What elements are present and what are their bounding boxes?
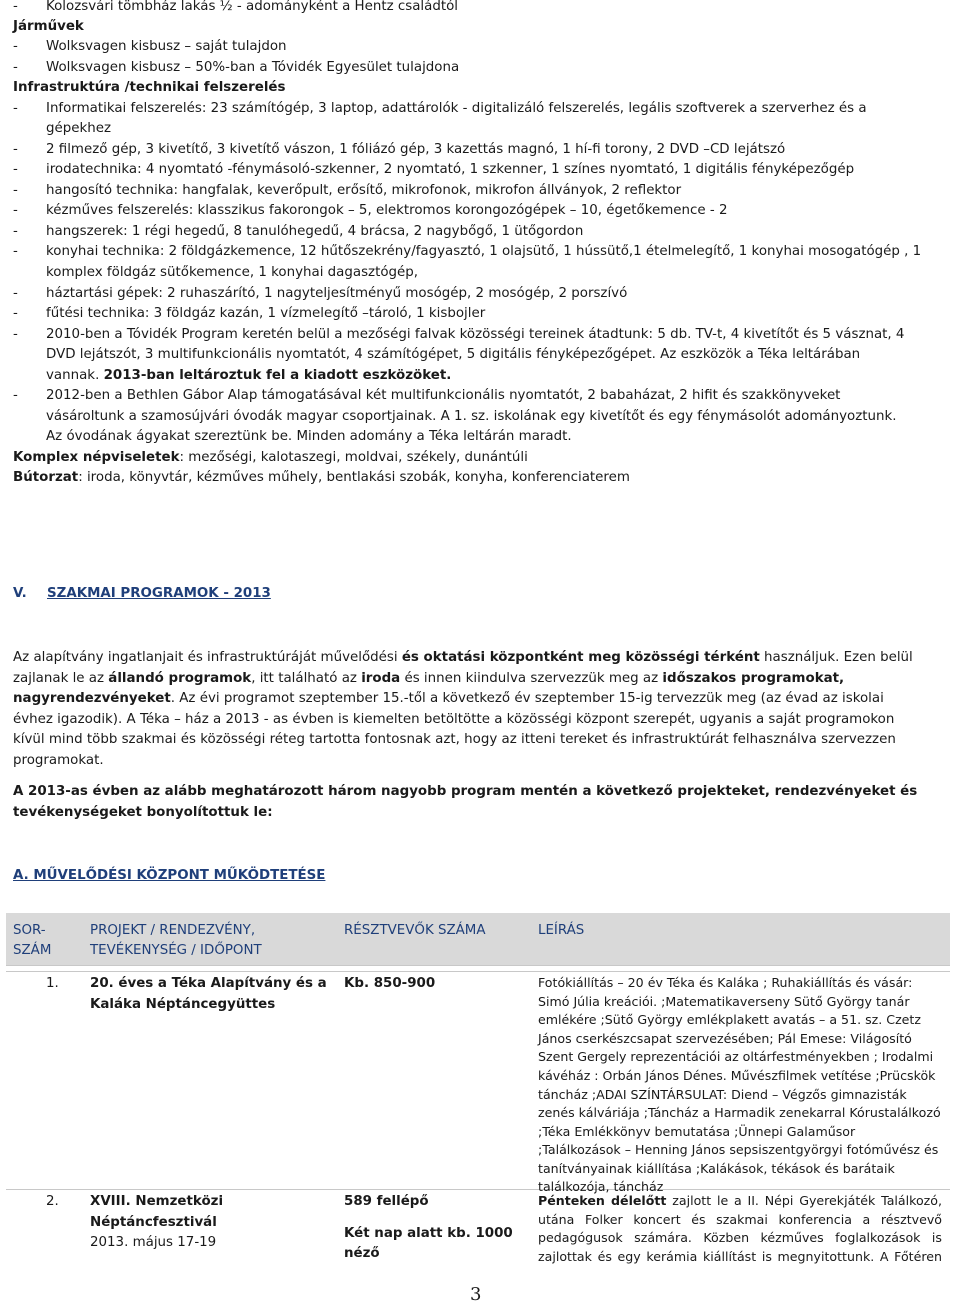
paragraph-line: tevékenységeket bonyolítottuk le: (13, 805, 273, 820)
header-num-l2: SZÁM (13, 943, 52, 958)
list-dash: - (13, 286, 18, 301)
row2-participants-l3: néző (344, 1246, 380, 1261)
divider (6, 1189, 950, 1190)
row1-desc-line: ;Találkozások – Henning János sepsiszentgyörgyi fotóművész és (538, 1142, 939, 1157)
text: használjuk. Ezen belül (759, 650, 913, 665)
list-item-cont: DVD lejátszót, 3 multifunkcionális nyomtatót, 4 számítógépet, 5 digitális fényképezőgépet. Az eszközök a Téka leltárában (46, 347, 861, 362)
row1-desc-line: tanítványainak kiállítása ;Kalákások, tékások és barátaik (538, 1161, 895, 1176)
list-item: Wolksvagen kisbusz – saját tulajdon (46, 39, 287, 54)
nepviselet-line (13, 448, 528, 468)
list-item: fűtési technika: 3 földgáz kazán, 1 vízmelegítő –tároló, 1 kisbojler (46, 306, 486, 321)
header-num-l1: SOR- (13, 923, 46, 938)
row2-desc-line: utána Folker koncert és szakmai konferencia a résztvevő (538, 1212, 942, 1227)
row2-project-l3: 2013. május 17-19 (90, 1235, 217, 1250)
list-item: hangszerek: 1 régi hegedű, 8 tanulóhegedű, 4 brácsa, 2 nagybőgő, 1 ütőgordon (46, 224, 584, 239)
row1-desc-line: Fotókiállítás – 20 év Téka és Kaláka ; Ruhakiállítás és vásár: (538, 975, 913, 990)
paragraph-line: programokat. (13, 753, 104, 768)
list-dash: - (13, 162, 18, 177)
list-dash: - (13, 0, 18, 14)
list-item: Kolozsvári tömbház lakás ½ - adományként a Hentz családtól (46, 0, 459, 14)
list-dash: - (13, 327, 18, 342)
list-item: Informatikai felszerelés: 23 számítógép, 3 laptop, adattárolók - digitalizáló felszerelés, legális szoftverek a szerverhez és a (46, 101, 867, 116)
text: vannak. (46, 368, 104, 383)
text-bold: nagyrendezvényeket (13, 691, 171, 706)
header-participants: RÉSZTVEVŐK SZÁMA (344, 923, 486, 938)
paragraph-line: A 2013-as évben az alább meghatározott három nagyobb program mentén a következő projekteket, rendezvényeket és (13, 784, 918, 799)
list-dash: - (13, 306, 18, 321)
row2-num: 2. (46, 1194, 59, 1209)
row1-desc-line: táncház ;ADAI SZÍNTÁRSULAT: Diend – Végzős gimnazisták (538, 1087, 907, 1102)
list-item: 2012-ben a Bethlen Gábor Alap támogatásával két multifunkcionális nyomtatót, 2 babaházat, 2 hifit és szakkönyveket (46, 388, 841, 403)
heading-infrastructure: Infrastruktúra /technikai felszerelés (13, 80, 286, 95)
row1-num: 1. (46, 976, 59, 991)
paragraph-line (13, 669, 844, 689)
list-item-cont: gépekhez (46, 121, 111, 136)
row2-participants-l1: 589 fellépő (344, 1194, 429, 1209)
list-item: konyhai technika: 2 földgázkemence, 12 hűtőszekrény/fagyasztó, 1 olajsütő, 1 hússütő,1 ételmelegítő, 1 konyhai mosogatógép , 1 (46, 244, 922, 259)
header-project-l1: PROJEKT / RENDEZVÉNY, (90, 923, 256, 938)
paragraph-line: kívül mind több szakmai és közösségi réteg tartotta fontosnak azt, hogy az itteni tereket és infrastruktúrát felhasználva szervezzen (13, 732, 896, 747)
row2-project-l1: XVIII. Nemzetközi (90, 1194, 224, 1209)
text: . Az évi programot szeptember 15.-től a következő év szeptember 15-ig tervezzük meg (az évad az iskolai (170, 691, 884, 706)
text: , itt található az (251, 671, 362, 686)
divider (6, 971, 950, 972)
list-dash: - (13, 183, 18, 198)
label: Bútorzat (13, 470, 79, 485)
list-item-cont (46, 366, 451, 386)
divider (6, 965, 950, 966)
list-dash: - (13, 101, 18, 116)
text: Az alapítvány ingatlanjait és infrastruktúráját művelődési (13, 650, 402, 665)
list-dash: - (13, 244, 18, 259)
paragraph-line: évhez igazodik). A Téka – ház a 2013 - as évben is kiemelten betöltötte a közösségi központ szerepét, ugyanis a saját programokon (13, 712, 895, 727)
list-dash: - (13, 142, 18, 157)
list-dash: - (13, 203, 18, 218)
program-table (6, 913, 950, 1283)
row1-desc-line: Simó Júlia kreációi. ;Matematikaverseny Sütő György tanár (538, 994, 910, 1009)
heading-jarmuvek: Járművek (13, 19, 84, 34)
text-bold: 2013-ban leltároztuk fel a kiadott eszközöket. (103, 368, 452, 383)
row2-desc-line (538, 1192, 942, 1211)
list-item-cont: komplex földgáz sütőkemence, 1 konyhai dagasztógép, (46, 265, 419, 280)
row1-project-l1: 20. éves a Téka Alapítvány és a (90, 976, 327, 991)
row1-desc-line: kávéház : Orbán János Dénes. Művészfilmek vetítése ;Prücskök (538, 1068, 936, 1083)
row1-desc-line: ;Téka Emlékkönyv bemutatása ;Ünnepi Galaműsor (538, 1124, 856, 1139)
list-item-cont: Az óvodának ágyakat szereztünk be. Minden adomány a Téka leltárán maradt. (46, 429, 572, 444)
row2-desc-line: zajlottak és egy kerámia kiállítást is megnyitottunk. A Főtéren (538, 1249, 942, 1264)
list-item: háztartási gépek: 2 ruhaszárító, 1 nagyteljesítményű mosógép, 2 mosógép, 2 porszívó (46, 286, 628, 301)
row2-desc-line: pedagógusok számára. Közben kézműves foglalkozások is (538, 1230, 942, 1245)
row1-desc-line: találkozója, táncház (538, 1179, 664, 1194)
butorzat-line (13, 468, 630, 488)
row1-participants: Kb. 850-900 (344, 976, 436, 991)
row1-desc-line: emlékére ;Sütő György emlékplakett avatás – a 51. sz. Czetz (538, 1012, 921, 1027)
row2-project-l2: Néptáncfesztivál (90, 1215, 217, 1230)
section-number: V. (13, 586, 27, 601)
header-description: LEÍRÁS (538, 923, 585, 938)
text-bold: állandó programok (108, 671, 252, 686)
list-dash: - (13, 60, 18, 75)
list-item: Wolksvagen kisbusz – 50%-ban a Tóvidék Egyesület tulajdona (46, 60, 460, 75)
list-item: 2 filmező gép, 3 kivetítő, 3 kivetítő vászon, 1 fóliázó gép, 3 kazettás magnó, 1 hí-fi torony, 2 DVD –CD lejátszó (46, 142, 786, 157)
list-dash: - (13, 39, 18, 54)
list-item-cont: vásároltunk a szamosújvári óvodák magyar csoportjainak. A 1. sz. iskolának egy kivetítőt és egy fénymásolót adományoztunk. (46, 409, 897, 424)
paragraph-line (13, 648, 913, 668)
list-dash: - (13, 224, 18, 239)
label: Komplex népviseletek (13, 450, 180, 465)
list-item: kézműves felszerelés: klasszikus fakorongok – 5, elektromos korongozógépek – 10, égetőkemence - 2 (46, 203, 728, 218)
list-dash: - (13, 388, 18, 403)
text: zajlott le a II. Népi Gyerekjáték Találkozó, (666, 1193, 942, 1208)
section-title: SZAKMAI PROGRAMOK - 2013 (47, 586, 271, 601)
text-bold: Pénteken délelőtt (538, 1193, 667, 1208)
row1-project-l2: Kaláka Néptáncegyüttes (90, 997, 276, 1012)
list-item: irodatechnika: 4 nyomtató -fénymásoló-szkenner, 2 nyomtató, 1 szkenner, 1 színes nyomtató, 1 digitális fényképezőgép (46, 162, 855, 177)
row1-desc-line: Szent Gergely reprezentációi az oltárfestményekben ; Irodalmi (538, 1049, 934, 1064)
text: : mezőségi, kalotaszegi, moldvai, székely, dunántúli (179, 450, 528, 465)
text-bold: és oktatási központként meg közösségi térként (401, 650, 760, 665)
list-item: hangosító technika: hangfalak, keverőpult, erősítő, mikrofonok, mikrofon állványok, 2 reflektor (46, 183, 682, 198)
paragraph-line (13, 689, 884, 709)
list-item: 2010-ben a Tóvidék Program keretén belül a mezőségi falvak közösségi tereinek átadtunk: 5 db. TV-t, 4 kivetítőt és 5 vásznat, 4 (46, 327, 905, 342)
text: és innen kiindulva szervezzük meg az (400, 671, 663, 686)
text-bold: iroda (361, 671, 401, 686)
row1-desc-line: János cserkészcsapat szervezésében; Pál Emese: Világosító (538, 1031, 912, 1046)
subsection-title: A. MŰVELŐDÉSI KÖZPONT MŰKÖDTETÉSE (13, 868, 326, 883)
page-number: 3 (470, 1284, 482, 1305)
row1-desc-line: zenés kálváriája ;Táncház a Harmadik zenekarral Kórustalálkozó (538, 1105, 941, 1120)
text-bold: időszakos programokat, (662, 671, 845, 686)
text: : iroda, könyvtár, kézműves műhely, bentlakási szobák, konyha, konferenciaterem (78, 470, 630, 485)
header-project-l2: TEVÉKENYSÉG / IDŐPONT (90, 943, 262, 958)
text: zajlanak le az (13, 671, 109, 686)
row2-participants-l2: Két nap alatt kb. 1000 (344, 1226, 513, 1241)
